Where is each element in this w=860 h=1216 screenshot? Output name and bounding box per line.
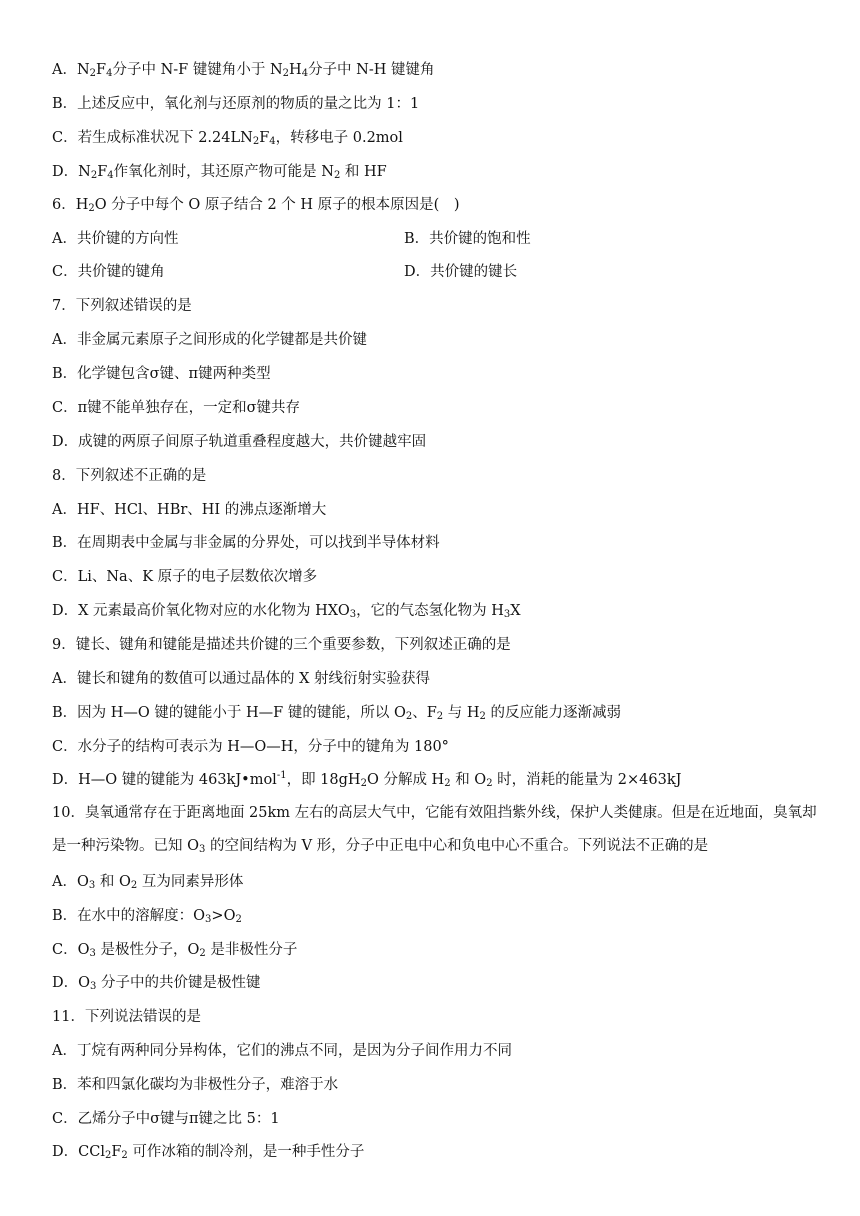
- q6-row-1: [52, 229, 822, 249]
- q8-stem: 8．下列叙述不正确的是: [52, 468, 207, 484]
- q5-option-a: A．$N_2F_4$分子中 N-F 键键角小于 $N_2H_4$分子中 N-H 键键角: [52, 62, 435, 79]
- q11-option-a: A．丁烷有两种同分异构体，它们的沸点不同，是因为分子间作用力不同: [52, 1043, 512, 1059]
- q6-option-c: C．共价键的键角: [52, 264, 165, 280]
- q10-option-a: A．$O_3$ 和 $O_2$ 互为同素异形体: [52, 874, 244, 891]
- q9-option-d: D．H—O 键的键能为 463kJ•mol$^{-1}$，即 $18gH_2O$ 分解成 $H_2$ 和 $O_2$ 时，消耗的能量为 2×463kJ: [52, 770, 682, 789]
- q6-option-d: D．共价键的键长: [404, 264, 518, 280]
- q5-option-b: B．上述反应中，氧化剂与还原剂的物质的量之比为 1：1: [52, 96, 420, 112]
- q10-option-d: D．$O_3$ 分子中的共价键是极性键: [52, 975, 261, 992]
- q6-row-2: [52, 262, 822, 282]
- q8-option-b: B．在周期表中金属与非金属的分界处，可以找到半导体材料: [52, 535, 440, 551]
- q7-option-d: D．成键的两原子间原子轨道重叠程度越大，共价键越牢固: [52, 434, 427, 450]
- q5-option-c: C．若生成标准状况下 $2.24LN_2F_4$，转移电子 0.2mol: [52, 130, 403, 147]
- q7-option-c: C．π键不能单独存在，一定和σ键共存: [52, 400, 301, 416]
- q9-option-c: C．水分子的结构可表示为 H—O—H，分子中的键角为 180°: [52, 739, 449, 755]
- q11-option-b: B．苯和四氯化碳均为非极性分子，难溶于水: [52, 1077, 339, 1093]
- q8-option-a: A．HF、HCl、HBr、HI 的沸点逐渐增大: [52, 502, 327, 518]
- q7-option-a: A．非金属元素原子之间形成的化学键都是共价键: [52, 332, 367, 348]
- q10-stem: 10．臭氧通常存在于距离地面 25km 左右的高层大气中，它能有效阻挡紫外线，保护人类健康。但是在近地面，臭氧却是一种污染物。已知 $O_3$ 的空间结构为 V 形，分子中正电中心和负电中心不重合。下列说法不正确的是: [52, 805, 817, 855]
- q11-option-d: D．$CCl_2F_2$ 可作冰箱的制冷剂，是一种手性分子: [52, 1144, 365, 1161]
- q9-option-a: A．键长和键角的数值可以通过晶体的 X 射线衍射实验获得: [52, 671, 431, 687]
- q5-option-d: D．$N_2F_4$作氧化剂时，其还原产物可能是 $N_2$ 和 HF: [52, 164, 387, 181]
- q10-option-c: C．$O_3$ 是极性分子，$O_2$ 是非极性分子: [52, 942, 298, 959]
- q11-option-c: C．乙烯分子中σ键与π键之比 5：1: [52, 1111, 280, 1127]
- q9-option-b: B．因为 H—O 键的键能小于 H—F 键的键能，所以 $O_2$、$F_2$ 与 $H_2$ 的反应能力逐渐减弱: [52, 705, 621, 722]
- q8-option-d: D．X 元素最高价氧化物对应的水化物为 $HXO_3$，它的气态氢化物为 $H_3X$: [52, 603, 521, 620]
- q9-stem: 9．键长、键角和键能是描述共价键的三个重要参数，下列叙述正确的是: [52, 637, 511, 653]
- q7-option-b: B．化学键包含σ键、π键两种类型: [52, 366, 271, 382]
- q8-option-c: C．Li、Na、K 原子的电子层数依次增多: [52, 569, 318, 585]
- q11-stem: 11．下列说法错误的是: [52, 1009, 201, 1025]
- q7-stem: 7．下列叙述错误的是: [52, 298, 192, 314]
- q6-option-a: A．共价键的方向性: [52, 231, 179, 247]
- q10-option-b: B．在水中的溶解度：$O_3>O_2$: [52, 908, 242, 925]
- q6-stem: 6．$H_2O$ 分子中每个 O 原子结合 2 个 H 原子的根本原因是( ): [52, 197, 460, 214]
- q6-option-b: B．共价键的饱和性: [404, 231, 531, 247]
